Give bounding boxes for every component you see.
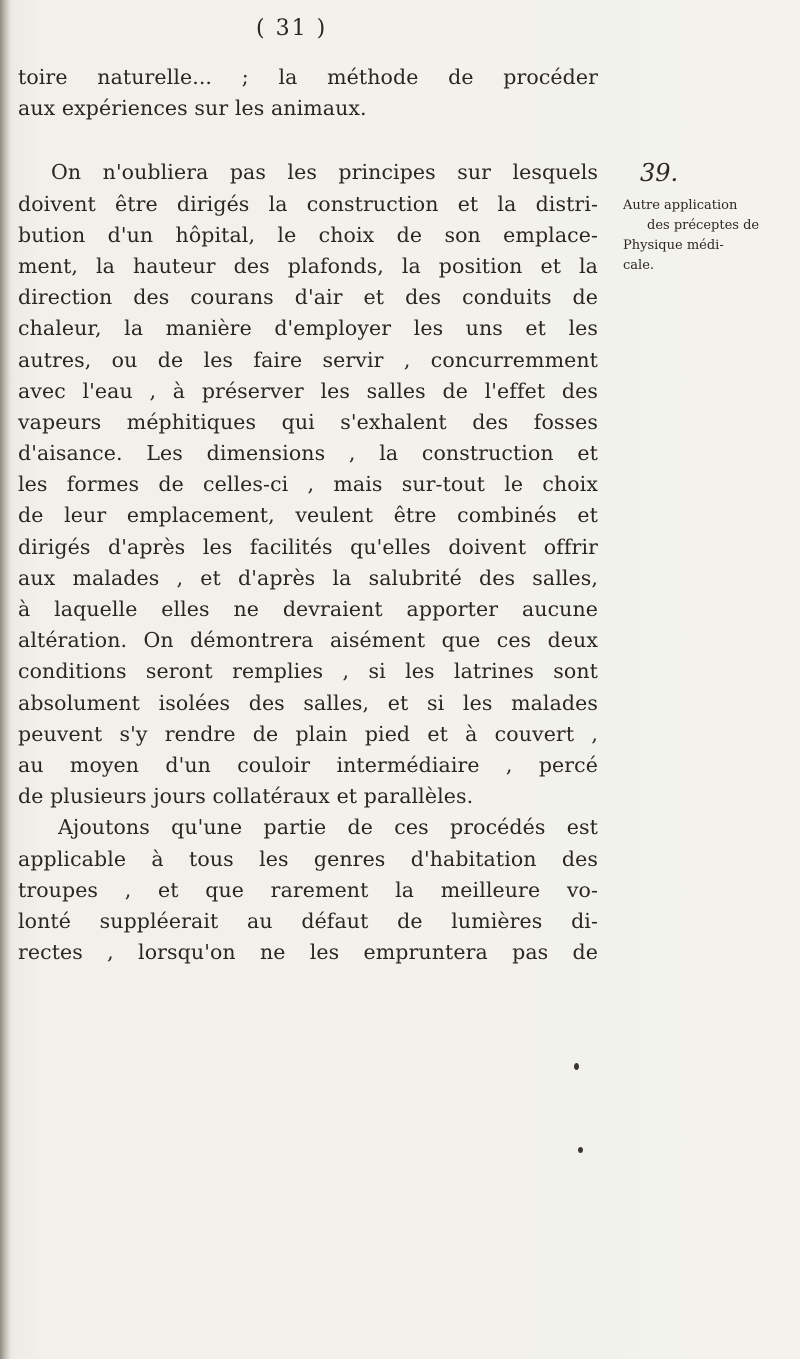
margin-note-line: Physique médi- — [623, 238, 724, 253]
ink-speck — [574, 1063, 579, 1070]
text-line: toire naturelle... ; la méthode de procéder — [18, 65, 598, 89]
text-line: d'aisance. Les dimensions , la construction et — [18, 441, 598, 466]
text-line: bution d'un hôpital, le choix de son emplace- — [18, 222, 598, 247]
text-line: Ajoutons qu'une partie de ces procédés est — [58, 815, 598, 840]
margin-note-line: des préceptes de — [647, 218, 760, 233]
section-number: 39. — [640, 159, 679, 187]
text-line: lonté suppléerait au défaut de lumières di- — [18, 908, 598, 933]
text-line: ment, la hauteur des plafonds, la position et la — [18, 253, 598, 278]
text-line: aux expériences sur les animaux. — [18, 96, 367, 121]
text-line: rectes , lorsqu'on ne les empruntera pas de — [18, 940, 598, 965]
text-line: dirigés d'après les facilités qu'elles doivent offrir — [18, 534, 598, 559]
text-line: les formes de celles-ci , mais sur-tout le choix — [18, 472, 598, 497]
text-line: de plusieurs jours collatéraux et parallèles. — [18, 784, 474, 809]
text-line: conditions seront remplies , si les latrines sont — [18, 659, 598, 684]
text-line: avec l'eau , à préserver les salles de l'effet des — [18, 378, 598, 403]
page-binding-edge — [0, 0, 10, 1359]
text-line: peuvent s'y rendre de plain pied et à couvert , — [18, 721, 598, 746]
text-line: chaleur, la manière d'employer les uns et les — [18, 316, 598, 341]
text-line: aux malades , et d'après la salubrité des salles, — [18, 565, 598, 590]
text-line: autres, ou de les faire servir , concurremment — [18, 347, 598, 372]
text-line: à laquelle elles ne devraient apporter aucune — [18, 597, 598, 621]
text-line: On n'oubliera pas les principes sur lesquels — [51, 160, 598, 185]
text-line: au moyen d'un couloir intermédiaire , percé — [18, 752, 598, 777]
page-header: ( 31 ) — [256, 16, 328, 41]
body-text — [18, 62, 598, 968]
text-line: absolument isolées des salles, et si les malades — [18, 690, 598, 715]
text-line: vapeurs méphitiques qui s'exhalent des fosses — [18, 409, 598, 434]
text-line: doivent être dirigés la construction et la distri- — [18, 191, 598, 216]
margin-note-line: cale. — [623, 258, 655, 273]
text-line: troupes , et que rarement la meilleure vo- — [18, 877, 598, 902]
text-line: de leur emplacement, veulent être combinés et — [18, 503, 598, 528]
text-line: direction des courans d'air et des conduits de — [18, 285, 598, 310]
margin-note — [623, 196, 793, 276]
margin-note-line: Autre application — [623, 198, 738, 213]
ink-speck — [578, 1147, 583, 1153]
text-line: applicable à tous les genres d'habitation des — [18, 846, 598, 871]
text-line: altération. On démontrera aisément que ces deux — [18, 628, 598, 653]
